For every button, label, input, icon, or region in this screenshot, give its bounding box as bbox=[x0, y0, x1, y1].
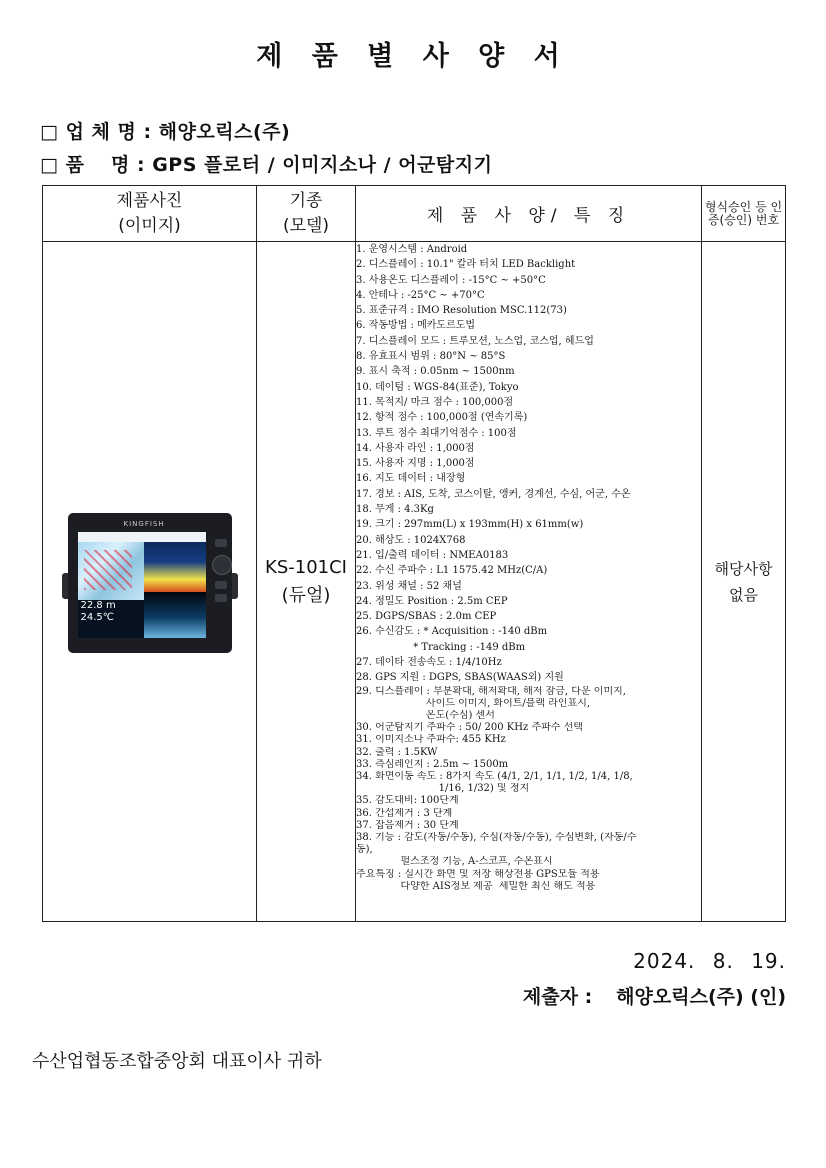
spec-line: 10. 데이텀 : WGS-84(표준), Tokyo bbox=[356, 381, 519, 393]
spec-line: 동), bbox=[356, 844, 373, 856]
addressee: 수산업협동조합중앙회 대표이사 귀하 bbox=[32, 1051, 322, 1072]
spec-line: 36. 간섭제거 : 3 단계 bbox=[356, 807, 453, 819]
spec-list bbox=[356, 242, 702, 922]
spec-line: 펄스조정 기능, A-스코프, 수온표시 bbox=[356, 856, 553, 868]
device-key bbox=[215, 539, 227, 547]
device-dial-icon bbox=[212, 555, 232, 575]
chart-plotter-pane bbox=[78, 542, 144, 600]
spec-line: 8. 유효표시 범위 : 80°N ~ 85°S bbox=[356, 351, 506, 363]
depth-readout: 22.8 m bbox=[80, 599, 116, 611]
spec-line: 23. 위성 채널 : 52 채널 bbox=[356, 580, 462, 592]
spec-line: 15. 사용자 지명 : 1,000점 bbox=[356, 458, 475, 470]
spec-line: 31. 이미지소나 주파수: 455 KHz bbox=[356, 734, 506, 746]
spec-line: 7. 디스플레이 모드 : 트루모션, 노스업, 코스업, 헤드업 bbox=[356, 335, 594, 347]
spec-line: 주요특징 : 실시간 화면 및 저장 해상전용 GPS모듈 적용 bbox=[356, 868, 600, 880]
submitter-label: 제출자 : bbox=[522, 986, 593, 1008]
device-keypad bbox=[212, 539, 230, 607]
depth-temp-readout bbox=[81, 600, 116, 624]
fishfinder-pane bbox=[144, 542, 206, 592]
spec-line: 32. 출력 : 1.5KW bbox=[356, 746, 438, 758]
model-header-line1: 기종 bbox=[289, 190, 323, 211]
cert-value-line1: 해당사항 bbox=[714, 559, 773, 578]
spec-line: 온도(수심) 센서 bbox=[356, 710, 495, 722]
spec-line: 11. 목적지/ 마크 점수 : 100,000점 bbox=[356, 396, 514, 408]
submitter bbox=[523, 982, 786, 1009]
document-title: 제 품 별 사 양 서 bbox=[256, 41, 570, 72]
photo-header-line1: 제품사진 bbox=[116, 190, 183, 211]
cert-cell bbox=[702, 242, 786, 922]
spec-line: 30. 어군탐지기 주파수 : 50/ 200 KHz 주파수 선택 bbox=[356, 722, 583, 734]
spec-line: 12. 항적 점수 : 100,000점 (연속기록) bbox=[356, 412, 528, 424]
spec-line: 6. 작동방법 : 메카도르도법 bbox=[356, 320, 476, 332]
spec-line: 18. 무게 : 4.3Kg bbox=[356, 504, 434, 516]
spec-line: 17. 경보 : AIS, 도착, 코스이탈, 앵커, 경계선, 수심, 어군, 수온 bbox=[356, 488, 631, 500]
spec-line: 29. 디스플레이 : 부분확대, 해저확대, 해저 잠금, 다운 이미지, bbox=[356, 685, 626, 697]
spec-line: 33. 측심레인지 : 2.5m ~ 1500m bbox=[356, 758, 509, 770]
cert-header: 형식승인 등 인증(승인) 번호 bbox=[702, 186, 786, 242]
screen-status-bar bbox=[78, 532, 206, 542]
spec-line: 38. 기능 : 감도(자동/수동), 수심(자동/수동), 수심변화, (자동/수 bbox=[356, 832, 637, 844]
spec-line: 25. DGPS/SBAS : 2.0m CEP bbox=[356, 611, 497, 623]
device-brand-logo: KINGFISH bbox=[123, 519, 165, 528]
spec-line: 사이드 이미지, 화이트/블랙 라인표시, bbox=[356, 697, 591, 709]
document-date: 2024. 8. 19. bbox=[633, 949, 786, 973]
spec-line: 다양한 AIS정보 제공 세밀한 최신 해도 적용 bbox=[356, 880, 596, 892]
spec-line: 13. 루트 점수 최대기억점수 : 100점 bbox=[356, 427, 517, 439]
spec-line: 20. 해상도 : 1024X768 bbox=[356, 534, 466, 546]
product-photo-cell bbox=[43, 242, 257, 922]
spec-line: 4. 안테나 : -25°C ~ +70°C bbox=[356, 289, 485, 301]
spec-line: 2. 디스플레이 : 10.1" 칼라 터치 LED Backlight bbox=[356, 259, 576, 271]
model-name: KS-101CI bbox=[265, 556, 347, 578]
photo-header bbox=[43, 186, 257, 242]
product-row bbox=[43, 242, 786, 922]
model-header-line2: (모델) bbox=[282, 215, 330, 236]
model-header bbox=[257, 186, 356, 242]
spec-line: 9. 표시 축적 : 0.05nm ~ 1500nm bbox=[356, 366, 515, 378]
photo-header-line2: (이미지) bbox=[118, 215, 181, 236]
spec-line: 21. 입/출력 데이터 : NMEA0183 bbox=[356, 549, 509, 561]
model-variant: (듀얼) bbox=[281, 584, 331, 606]
company-line: □ 업 체 명 : 해양오릭스(주) bbox=[40, 121, 291, 143]
spec-line: 26. 수신감도 : * Acquisition : -140 dBm bbox=[356, 626, 548, 638]
spec-line: * Tracking : -149 dBm bbox=[356, 641, 526, 653]
spec-line: 35. 감도대비: 100단계 bbox=[356, 795, 459, 807]
temp-readout: 24.5℃ bbox=[80, 611, 114, 623]
spec-line: 37. 잡음제거 : 30 단계 bbox=[356, 819, 459, 831]
product-line: □ 품 명 : GPS 플로터 / 이미지소나 / 어군탐지기 bbox=[40, 154, 493, 176]
spec-line: 16. 지도 데이터 : 내장형 bbox=[356, 473, 466, 485]
spec-line: 24. 정밀도 Position : 2.5m CEP bbox=[356, 595, 508, 607]
spec-line: 1. 운영시스템 : Android bbox=[356, 244, 468, 255]
spec-line: 3. 사용온도 디스플레이 : -15°C ~ +50°C bbox=[356, 274, 546, 286]
device-key bbox=[215, 594, 227, 602]
spec-line: 28. GPS 지원 : DGPS, SBAS(WAAS외) 지원 bbox=[356, 672, 564, 684]
spec-line: 27. 데이타 전송속도 : 1/4/10Hz bbox=[356, 657, 502, 669]
cert-value-line2: 없음 bbox=[729, 585, 758, 604]
spec-line: 22. 수신 주파수 : L1 1575.42 MHz(C/A) bbox=[356, 565, 548, 577]
spec-line: 19. 크기 : 297mm(L) x 193mm(H) x 61mm(w) bbox=[356, 519, 584, 531]
spec-line: 1/16, 1/32) 및 정지 bbox=[356, 783, 530, 795]
submitter-name: 해양오릭스(주) (인) bbox=[616, 986, 786, 1008]
model-cell bbox=[257, 242, 356, 922]
product-photo bbox=[62, 507, 238, 657]
spec-table bbox=[42, 185, 786, 922]
spec-line: 5. 표준규격 : IMO Resolution MSC.112(73) bbox=[356, 305, 567, 317]
device-screen bbox=[78, 532, 206, 638]
spec-header: 제 품 사 양/ 특 징 bbox=[356, 186, 702, 242]
device-key bbox=[215, 581, 227, 589]
spec-line: 34. 화면이동 속도 : 8가지 속도 (4/1, 2/1, 1/1, 1/2, 1/4, 1/8, bbox=[356, 771, 633, 783]
spec-line: 14. 사용자 라인 : 1,000점 bbox=[356, 442, 475, 454]
imaging-sonar-pane bbox=[144, 592, 206, 638]
header-row bbox=[43, 186, 786, 242]
